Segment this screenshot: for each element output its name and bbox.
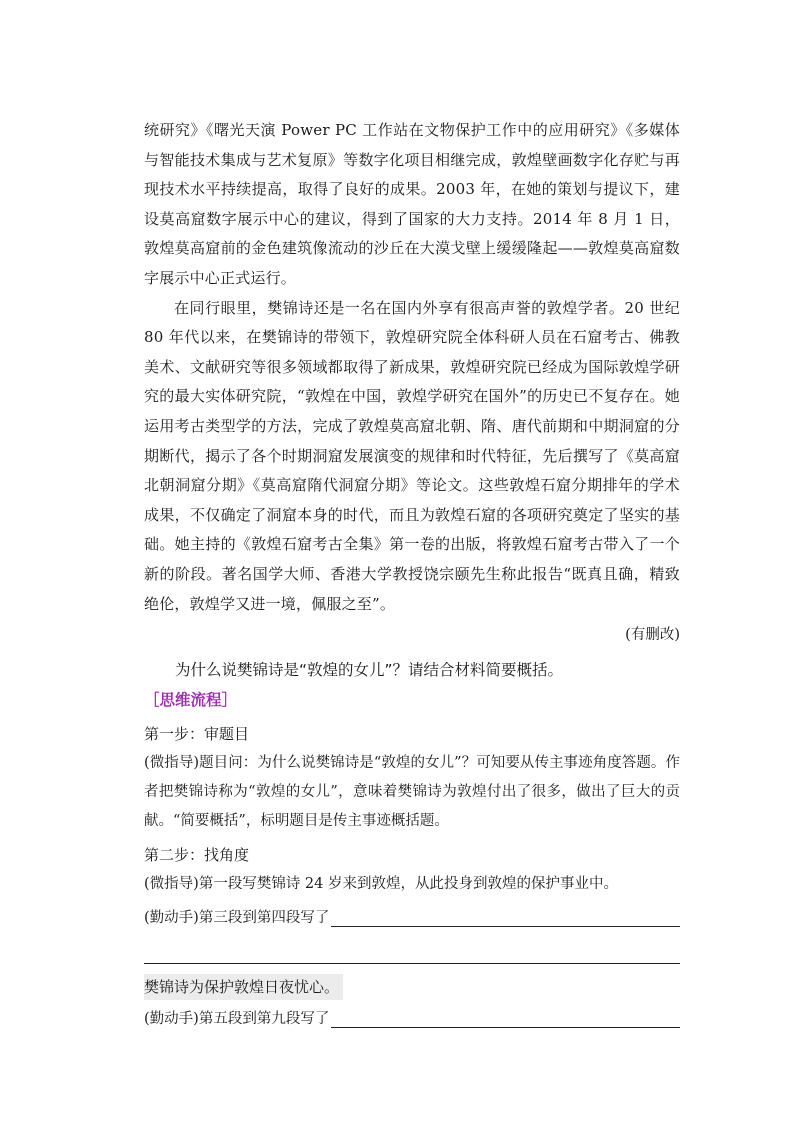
paragraph-continued: 统研究》《曙光天演 Power PC 工作站在文物保护工作中的应用研究》《多媒体与智能技术集成与艺术复原》等数字化项目相继完成，敦煌壁画数字化存贮与再现技术水平持续提高，取得了良好的成果。2003 年，在她的策划与提议下，建设莫高窟数字展示中心的建议，得到了国家的大力支持。2014 年 8 月 1 日，敦煌莫高窟前的金色建筑像流动的沙丘在大漠戈壁上缓缓隆起——敦煌莫高窟数字展示中心正式运行。 [144,121,680,287]
step2-title: 第二步：找角度 [144,846,250,865]
step2-guide: (微指导)第一段写樊锦诗 24 岁来到敦煌，从此投身到敦煌的保护事业中。 [144,876,618,893]
task1-blank-second[interactable] [144,933,680,964]
step1-guide: (微指导)题目问：为什么说樊锦诗是“敦煌的女儿”？可知要从传主事迹角度答题。作者把樊锦诗称为“敦煌的女儿”，意味着樊锦诗为敦煌付出了很多，做出了巨大的贡献。“简要概括”，标明题目是传主事迹概括题。 [144,755,680,830]
step1-title: 第一步：审题目 [144,725,250,744]
task2-line [144,1004,680,1034]
source-note: (有删改) [625,627,680,644]
task2-blank[interactable] [331,1007,680,1028]
paragraph-scholar: 在同行眼里，樊锦诗还是一名在国内外享有很高声誉的敦煌学者。20 世纪 80 年代以来，在樊锦诗的带领下，敦煌研究院全体科研人员在石窟考古、佛教美术、文献研究等很多领域都取得了新成果，敦煌研究院已经成为国际敦煌学研究的最大实体研究院，“敦煌在中国，敦煌学研究在国外”的历史已不复存在。她运用考古类型学的方法，完成了敦煌莫高窟北朝、隋、唐代前期和中期洞窟的分期断代，揭示了各个时期洞窟发展演变的规律和时代特征，先后撰写了《莫高窟北朝洞窟分期》《莫高窟隋代洞窟分期》等论文。这些敦煌石窟分期排年的学术成果，不仅确定了洞窟本身的时代，而且为敦煌石窟的各项研究奠定了坚实的基础。她主持的《敦煌石窟考古全集》第一卷的出版，将敦煌石窟考古带入了一个新的阶段。著名国学大师、香港大学教授饶宗颐先生称此报告“既真且确，精致绝伦，敦煌学又进一境，佩服之至”。 [144,298,680,613]
task1-answer: 樊锦诗为保护敦煌日夜忧心。 [144,974,343,1000]
thinking-process-title: ［思维流程］ [144,691,238,710]
question-text: 为什么说樊锦诗是“敦煌的女儿”？请结合材料简要概括。 [175,661,564,680]
document-page [144,116,680,1034]
task1-line [144,903,680,933]
task1-blank[interactable] [331,906,680,927]
task1-label: (勤动手)第三段到第四段写了 [144,910,330,927]
task2-label: (勤动手)第五段到第九段写了 [144,1011,330,1028]
